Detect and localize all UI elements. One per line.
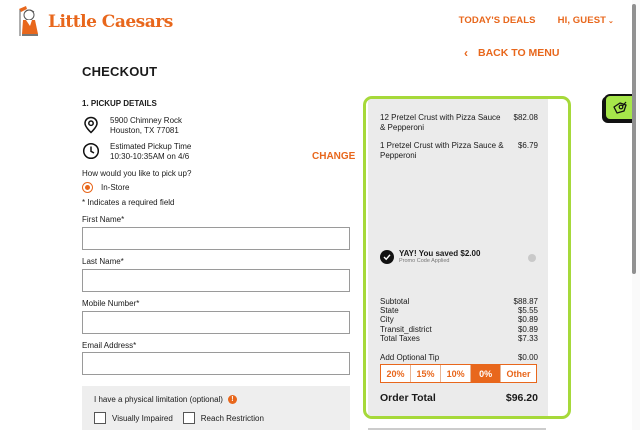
page-title: CHECKOUT: [82, 64, 158, 79]
tip-other-button[interactable]: Other: [501, 365, 536, 382]
line-label: State: [380, 306, 399, 316]
order-total-label: Order Total: [380, 392, 436, 404]
mobile-number-input[interactable]: [82, 311, 350, 334]
line-label: City: [380, 315, 394, 325]
address-line-1: 5900 Chimney Rock: [110, 116, 183, 125]
line-value: $0.89: [517, 324, 538, 334]
pickup-time-label: Estimated Pickup Time: [110, 142, 192, 151]
first-name-input[interactable]: [82, 227, 350, 250]
caesar-mascot-icon: [12, 4, 46, 38]
checkmark-icon: [380, 250, 394, 264]
info-icon[interactable]: !: [228, 395, 237, 404]
price-tag-icon: [612, 101, 628, 115]
mobile-number-label: Mobile Number*: [82, 299, 140, 308]
order-summary-body: [368, 99, 548, 416]
state-tax-row: [380, 306, 538, 315]
order-item-price: $82.08: [513, 113, 538, 122]
pickup-method-label: In-Store: [101, 183, 130, 192]
chevron-down-icon: ⌄: [608, 18, 614, 25]
account-menu[interactable]: [558, 15, 614, 26]
pickup-address: [82, 116, 182, 136]
order-item: [380, 113, 538, 133]
top-nav: [459, 15, 614, 26]
order-item: [380, 141, 538, 161]
physical-limitation-title: [94, 395, 237, 404]
tip-label: Add Optional Tip: [380, 353, 440, 362]
radio-selected-icon[interactable]: [82, 182, 93, 193]
pickup-details-heading: 1. PICKUP DETAILS: [82, 99, 157, 108]
order-item-name: 12 Pretzel Crust with Pizza Sauce & Pepperoni: [380, 113, 501, 132]
address-line-2: Houston, TX 77081: [110, 126, 179, 135]
promo-sub-message: Promo Code Applied: [399, 258, 450, 264]
reach-restriction-checkbox[interactable]: [183, 412, 195, 424]
line-value: $5.55: [517, 306, 538, 316]
brand-logo[interactable]: [12, 4, 173, 38]
line-label: Subtotal: [380, 297, 410, 306]
order-summary-panel: [363, 96, 571, 419]
account-label: HI, GUEST: [557, 15, 607, 26]
reach-restriction-label: Reach Restriction: [200, 413, 264, 423]
total-taxes-row: [380, 334, 538, 343]
visually-impaired-label: Visually Impaired: [112, 413, 173, 423]
required-field-note: * Indicates a required field: [82, 198, 175, 207]
promo-code-tab[interactable]: [604, 94, 634, 121]
order-total-value: $96.20: [505, 392, 538, 404]
clock-icon: [82, 142, 100, 160]
order-total-row: [380, 392, 538, 404]
visually-impaired-checkbox[interactable]: [94, 412, 106, 424]
change-pickup-button[interactable]: CHANGE: [312, 151, 356, 162]
back-to-menu-label: BACK TO MENU: [478, 47, 560, 59]
scrollbar-thumb[interactable]: [632, 4, 636, 274]
pickup-time-value: 10:30-10:35AM on 4/6: [110, 152, 190, 161]
line-label: Transit_district: [380, 324, 432, 334]
line-value: $0.89: [517, 315, 538, 325]
pickup-time: [82, 142, 191, 162]
subtotal-row: [380, 297, 538, 306]
tip-10-button[interactable]: 10%: [441, 365, 471, 382]
physical-limitation-panel: [82, 386, 350, 430]
order-item-name: 1 Pretzel Crust with Pizza Sauce & Pepperoni: [380, 141, 504, 160]
line-label: Total Taxes: [380, 333, 420, 343]
pickup-method-question: How would you like to pick up?: [82, 169, 192, 178]
last-name-label: Last Name*: [82, 257, 124, 266]
back-to-menu-link[interactable]: [464, 46, 559, 60]
email-address-label: Email Address*: [82, 341, 137, 350]
tip-value: $0.00: [517, 353, 538, 362]
location-pin-icon: [82, 116, 100, 134]
price-breakdown: [380, 297, 538, 343]
email-address-input[interactable]: [82, 352, 350, 375]
transit-tax-row: [380, 325, 538, 334]
todays-deals-link[interactable]: TODAY'S DEALS: [458, 15, 536, 26]
order-item-price: $6.79: [517, 141, 538, 150]
pickup-method-in-store[interactable]: [82, 182, 129, 193]
tip-row: [380, 353, 538, 362]
promo-applied-banner: [380, 250, 480, 264]
line-value: $7.33: [517, 333, 538, 343]
tip-15-button[interactable]: 15%: [411, 365, 441, 382]
brand-name: Little Caesars: [48, 12, 173, 32]
tip-0-button[interactable]: 0%: [471, 365, 501, 382]
tip-20-button[interactable]: 20%: [381, 365, 411, 382]
remove-promo-icon[interactable]: [528, 254, 536, 262]
chevron-left-icon: ‹: [464, 46, 468, 60]
physical-limitation-label: I have a physical limitation (optional): [94, 395, 223, 404]
first-name-label: First Name*: [82, 215, 125, 224]
city-tax-row: [380, 315, 538, 324]
tip-options: [380, 364, 537, 383]
limitation-options: [94, 412, 274, 424]
line-value: $88.87: [513, 297, 538, 306]
promo-message: YAY! You saved $2.00: [399, 249, 481, 258]
last-name-input[interactable]: [82, 269, 350, 292]
